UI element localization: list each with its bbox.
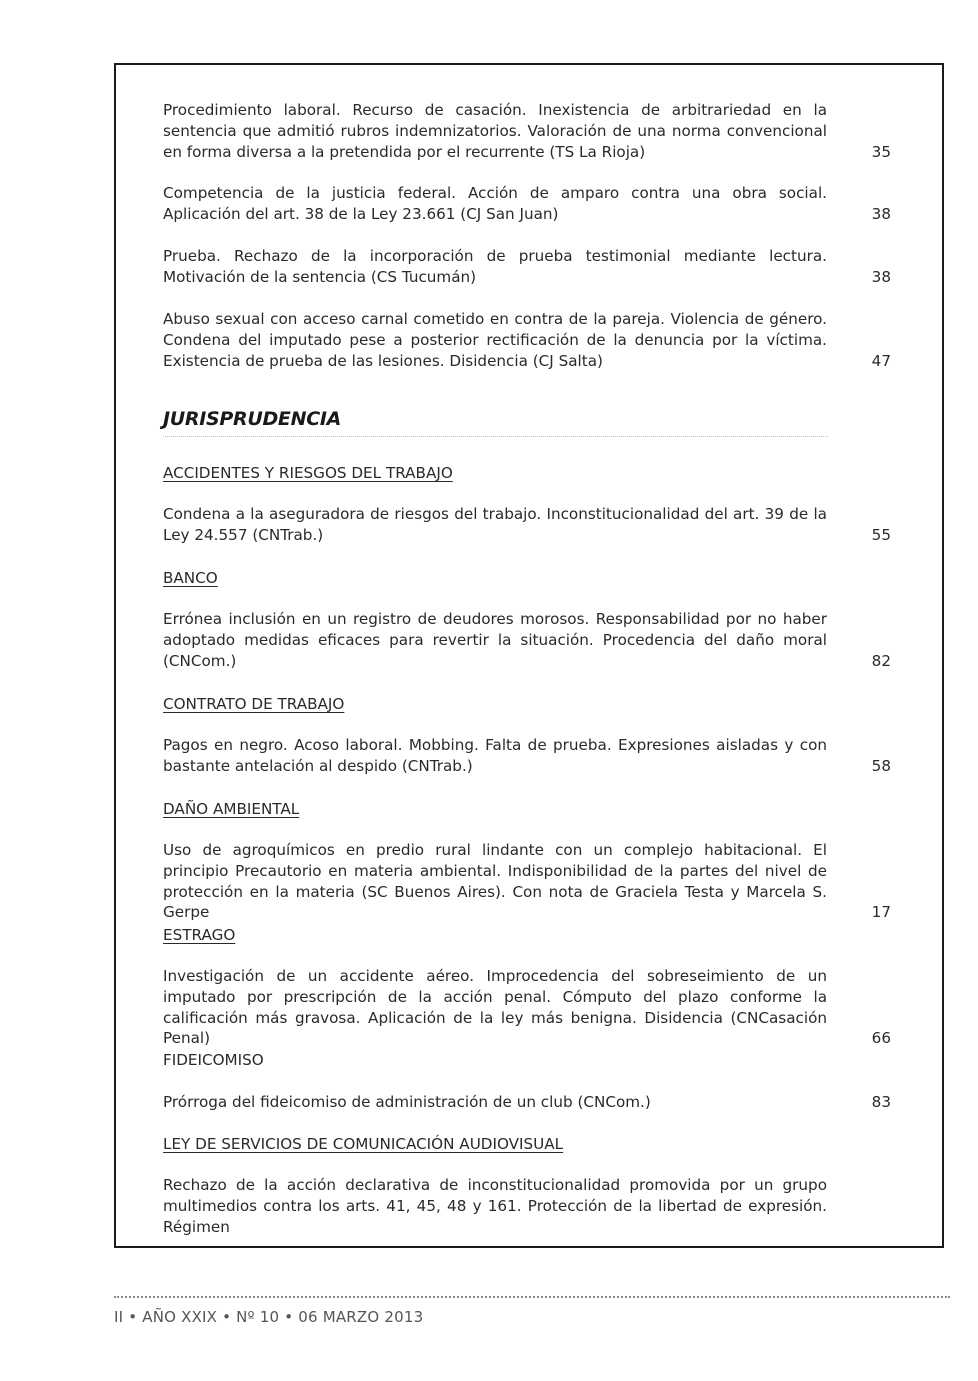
- entry-text: Abuso sexual con acceso carnal cometido en contra de la pareja. Violencia de género. Condena del imputado pese a posterior rectificación de la denuncia por la víctima. Existencia de prueba de las lesiones. Disidencia (CJ Salta): [163, 310, 827, 370]
- index-entry: [163, 246, 893, 288]
- index-entry: [163, 309, 893, 371]
- index-entry: [163, 609, 893, 671]
- category-heading: ESTRAGO: [163, 926, 236, 944]
- category-heading: FIDEICOMISO: [163, 1051, 264, 1069]
- index-entry: [163, 504, 893, 546]
- entry-text: Investigación de un accidente aéreo. Improcedencia del sobreseimiento de un imputado por prescripción de la acción penal. Cómputo del plazo conforme la calificación más gravosa. Aplicación de la ley más benigna. Disidencia (CNCasación Penal): [163, 967, 827, 1048]
- entry-page-number: 38: [871, 267, 891, 286]
- footer-divider: [114, 1296, 950, 1298]
- index-entry: [163, 100, 893, 162]
- index-entry: [163, 840, 893, 923]
- index-entry: [163, 183, 893, 225]
- entry-page-number: 82: [871, 651, 891, 670]
- entry-text: Uso de agroquímicos en predio rural lindante con un complejo habitacional. El principio Precautorio en materia ambiental. Indisponibilidad de la partes del nivel de protección en la materia (SC Buenos Aires). Con nota de Graciela Testa y Marcela S. Gerpe: [163, 841, 827, 922]
- entry-text: Condena a la aseguradora de riesgos del trabajo. Inconstitucionalidad del art. 39 de la Ley 24.557 (CNTrab.): [163, 505, 827, 544]
- entry-page-number: 35: [871, 142, 891, 161]
- index-entry: [163, 1092, 893, 1113]
- entry-page-number: 83: [871, 1093, 891, 1111]
- category-heading: LEY DE SERVICIOS DE COMUNICACIÓN AUDIOVISUAL: [163, 1135, 564, 1153]
- category-heading: DAÑO AMBIENTAL: [163, 800, 300, 818]
- entry-text: Rechazo de la acción declarativa de inconstitucionalidad promovida por un grupo multimedios contra los arts. 41, 45, 48 y 161. Protección de la libertad de expresión. Régimen: [163, 1176, 827, 1236]
- entry-text: Pagos en negro. Acoso laboral. Mobbing. Falta de prueba. Expresiones aisladas y con bastante antelación al despido (CNTrab.): [163, 736, 827, 775]
- index-entry: [163, 966, 893, 1049]
- index-entry: [163, 735, 893, 777]
- page-footer: II • AÑO XXIX • Nº 10 • 06 MARZO 2013: [114, 1308, 424, 1326]
- entry-page-number: 47: [871, 351, 891, 370]
- section-divider: [163, 436, 828, 437]
- entry-text: Errónea inclusión en un registro de deudores morosos. Responsabilidad por no haber adoptado medidas eficaces para revertir la situación. Procedencia del daño moral (CNCom.): [163, 610, 827, 670]
- entry-text: Prueba. Rechazo de la incorporación de prueba testimonial mediante lectura. Motivación de la sentencia (CS Tucumán): [163, 247, 827, 286]
- category-heading: ACCIDENTES Y RIESGOS DEL TRABAJO: [163, 464, 453, 482]
- entry-text: Procedimiento laboral. Recurso de casación. Inexistencia de arbitrariedad en la sentencia que admitió rubros indemnizatorios. Valoración de una norma convencional en forma diversa a la pretendida por el recurrente (TS La Rioja): [163, 101, 827, 161]
- section-title: JURISPRUDENCIA: [163, 408, 342, 430]
- category-heading: CONTRATO DE TRABAJO: [163, 695, 345, 713]
- entry-page-number: 17: [871, 903, 891, 922]
- entry-page-number: 66: [871, 1029, 891, 1048]
- entry-page-number: 38: [871, 204, 891, 223]
- entry-text: Prórroga del fideicomiso de administración de un club (CNCom.): [163, 1093, 651, 1111]
- entry-page-number: 58: [871, 756, 891, 775]
- entry-text: Competencia de la justicia federal. Acción de amparo contra una obra social. Aplicación del art. 38 de la Ley 23.661 (CJ San Juan): [163, 184, 827, 223]
- index-entry: [163, 1175, 893, 1237]
- entry-page-number: 55: [871, 525, 891, 544]
- category-heading: BANCO: [163, 569, 218, 587]
